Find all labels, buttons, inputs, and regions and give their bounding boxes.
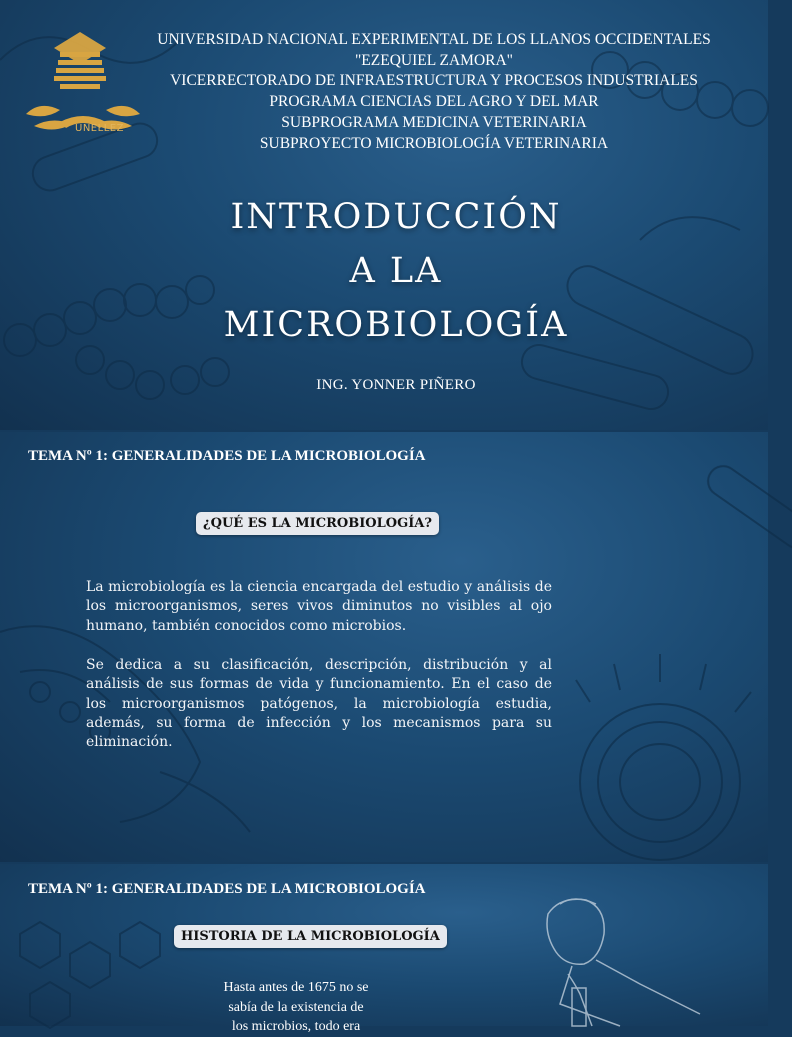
header-line: "EZEQUIEL ZAMORA": [354, 51, 513, 69]
header-line: SUBPROYECTO MICROBIOLOGÍA VETERINARIA: [259, 134, 609, 152]
title-line: A LA: [349, 251, 443, 291]
title-line: MICROBIOLOGÍA: [223, 305, 569, 345]
history-slide: [0, 864, 768, 1034]
scope-paragraph: Se dedica a su clasificación, descripción, distribución y al análisis de sus formas de vida y funcionamiento. En el caso de los microorganismos patógenos, la microbiología estudia, además, su forma de infección y los mecanismos para su eliminación.: [86, 657, 552, 751]
section-label: ¿QUÉ ES LA MICROBIOLOGÍA?: [196, 512, 439, 535]
history-line: sabía de la existencia de: [228, 999, 364, 1015]
institution-header: [100, 30, 768, 154]
definition-paragraph: La microbiología es la ciencia encargada del estudio y análisis de los microorganismos, seres vivos diminutos no visibles al ojo humano, también conocidos como microbios.: [86, 579, 552, 634]
header-line: UNIVERSIDAD NACIONAL EXPERIMENTAL DE LOS LLANOS OCCIDENTALES: [157, 31, 711, 48]
topic-heading: TEMA Nº 1: GENERALIDADES DE LA MICROBIOLOGÍA: [28, 448, 426, 464]
history-line: Hasta antes de 1675 no se: [223, 980, 369, 995]
author-name: ING. YONNER PIÑERO: [316, 377, 476, 393]
title-slide: [0, 0, 768, 430]
header-line: SUBPROGRAMA MEDICINA VETERINARIA: [281, 113, 587, 131]
topic-heading: TEMA Nº 1: GENERALIDADES DE LA MICROBIOLOGÍA: [28, 881, 426, 897]
header-line: VICERRECTORADO DE INFRAESTRUCTURA Y PROCESOS INDUSTRIALES: [170, 72, 698, 90]
history-line: los microbios, todo era: [231, 1019, 361, 1034]
title-line: INTRODUCCIÓN: [230, 197, 562, 237]
section-label: HISTORIA DE LA MICROBIOLOGÍA: [174, 925, 447, 948]
header-line: PROGRAMA CIENCIAS DEL AGRO Y DEL MAR: [269, 93, 599, 111]
history-text: [210, 978, 382, 1037]
page-title: [0, 190, 792, 352]
definition-slide: [0, 432, 768, 862]
microbe-background-illustration: [0, 432, 768, 862]
logo-wordmark: UNELLEZ: [75, 123, 124, 134]
